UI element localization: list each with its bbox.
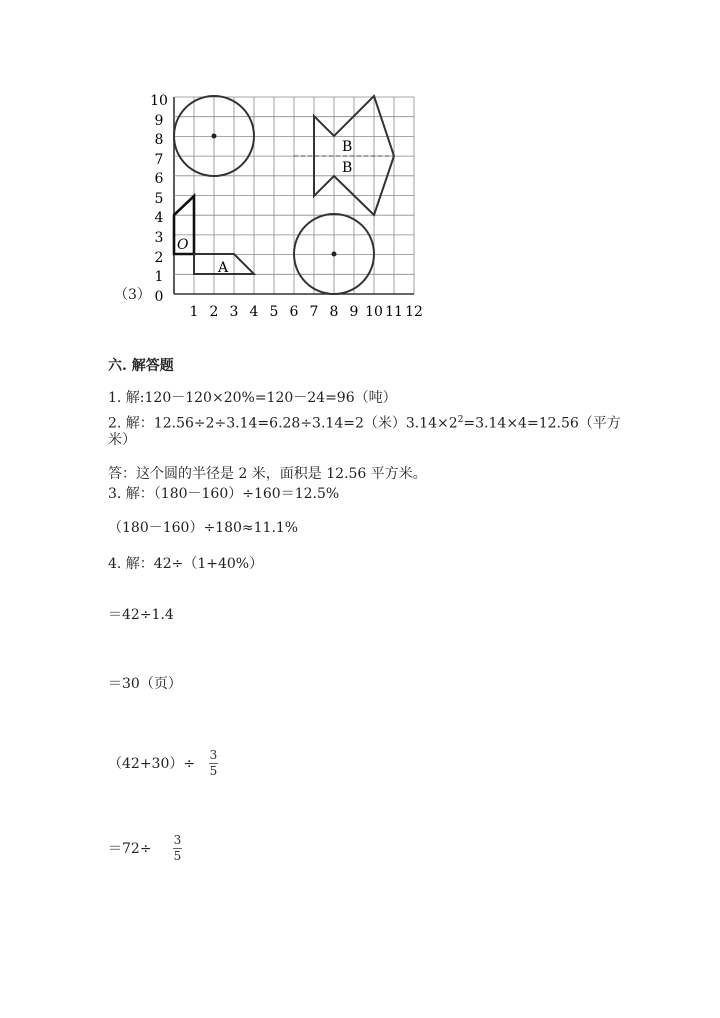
answer-4-line-4: （42+30）÷ — [108, 756, 196, 772]
grid-drawing — [140, 88, 440, 323]
answer-4-line-1: 4. 解：42÷（1+40%） — [108, 556, 264, 572]
y-tick-label: 7 — [154, 152, 164, 168]
y-tick-label: 5 — [154, 191, 164, 207]
x-tick-label: 5 — [269, 304, 279, 320]
answer-2-line-1 — [108, 411, 621, 433]
y-tick-label: 1 — [154, 269, 164, 285]
shape-b-bottom-label: B — [342, 160, 353, 176]
shape-b-top-label: B — [342, 139, 353, 155]
fraction-three-fifths — [209, 749, 218, 778]
y-tick-label: 8 — [154, 132, 164, 148]
grid-lines — [174, 97, 414, 294]
answer-4-line-3: ＝30（页） — [108, 676, 182, 692]
x-tick-label: 1 — [189, 304, 199, 320]
answer-4-line-5: ＝72÷ — [108, 841, 152, 857]
tick-labels — [150, 93, 423, 320]
x-tick-label: 9 — [349, 304, 359, 320]
answer-2-superscript: 2 — [457, 415, 464, 425]
fraction-numerator: 3 — [173, 833, 182, 847]
grid-figure — [140, 88, 440, 323]
shape-a-label: A — [218, 260, 229, 276]
fraction-numerator: 3 — [209, 748, 218, 762]
left-circle-center-dot — [212, 134, 217, 139]
x-tick-label: 7 — [309, 304, 319, 320]
answer-2-text-a: 2. 解：12.56÷2÷3.14=6.28÷3.14=2（米）3.14×2 — [108, 415, 458, 432]
answer-3-line-1: 3. 解：（180－160）÷160＝12.5% — [108, 486, 340, 502]
answer-4-line-2: ＝42÷1.4 — [108, 607, 174, 623]
fraction-denominator: 5 — [209, 764, 218, 778]
x-tick-label: 6 — [289, 304, 299, 320]
section-title: 六. 解答题 — [108, 358, 174, 374]
x-tick-label: 4 — [249, 304, 259, 320]
answer-2-line-2: 米） — [108, 432, 136, 448]
answer-2-text-b: =3.14×4=12.56（平方 — [463, 415, 621, 432]
answer-1: 1. 解:120－120×20%=120－24=96（吨） — [108, 390, 397, 406]
y-tick-label: 3 — [154, 230, 164, 246]
x-tick-label: 12 — [405, 304, 423, 320]
point-o-label: O — [177, 237, 189, 253]
y-tick-label: 4 — [154, 210, 164, 226]
x-tick-label: 3 — [229, 304, 239, 320]
figure-label: （3） — [114, 287, 151, 303]
y-tick-label: 0 — [154, 289, 164, 305]
answer-3-line-2: （180－160）÷180≈11.1% — [108, 520, 299, 536]
right-circle-center-dot — [332, 252, 337, 257]
y-tick-label: 9 — [154, 113, 164, 129]
fraction-three-fifths-2 — [173, 834, 182, 863]
y-tick-label: 10 — [150, 93, 168, 109]
x-tick-label: 11 — [385, 304, 403, 320]
x-tick-label: 2 — [209, 304, 219, 320]
answer-2-conclusion: 答：这个圆的半径是 2 米，面积是 12.56 平方米。 — [108, 466, 427, 482]
y-tick-label: 2 — [154, 250, 164, 266]
y-tick-label: 6 — [154, 171, 164, 187]
fraction-denominator: 5 — [173, 849, 182, 863]
x-tick-label: 10 — [365, 304, 383, 320]
x-tick-label: 8 — [329, 304, 339, 320]
